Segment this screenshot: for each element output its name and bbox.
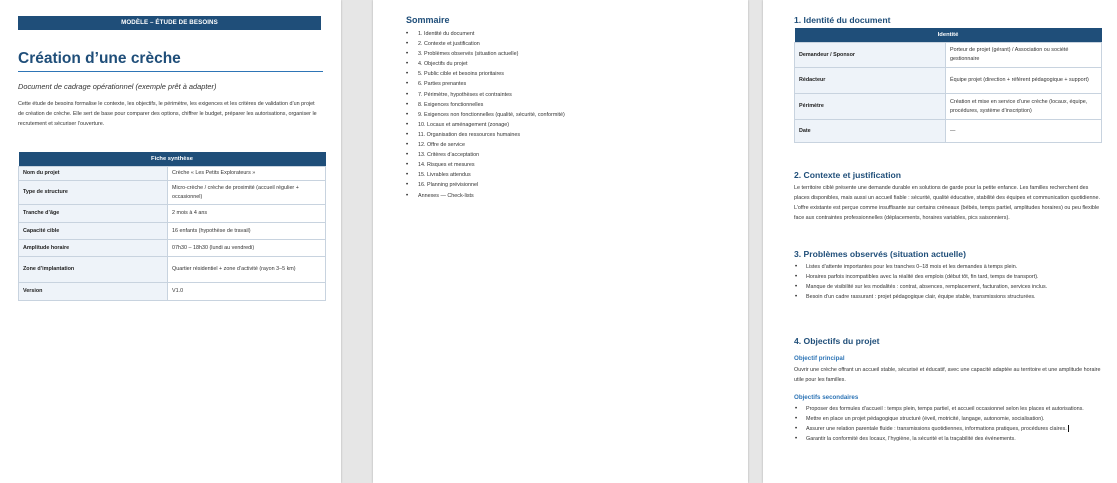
table-value[interactable]: 07h30 – 18h30 (lundi au vendredi)	[168, 240, 326, 257]
title-underline	[18, 71, 323, 72]
summary-table-header: Fiche synthèse	[19, 152, 326, 167]
table-row	[19, 240, 326, 257]
table-row	[19, 205, 326, 223]
table-key[interactable]: Version	[19, 283, 168, 301]
list-item[interactable]: • Besoin d’un cadre rassurant : projet pédagogique clair, équipe stable, transmissions structurées.	[794, 292, 1100, 302]
toc-item[interactable]: • 12. Offre de service	[406, 140, 565, 150]
toc-item[interactable]: • 6. Parties prenantes	[406, 79, 565, 89]
section-1-title[interactable]: 1. Identité du document	[794, 15, 891, 25]
table-row	[795, 94, 1102, 120]
table-row	[19, 181, 326, 205]
toc-item[interactable]: • 4. Objectifs du projet	[406, 59, 565, 69]
table-row	[19, 283, 326, 301]
table-key[interactable]: Date	[795, 120, 946, 143]
toc-item[interactable]: • 11. Organisation des ressources humaines	[406, 130, 565, 140]
identity-table	[794, 28, 1102, 143]
list-item[interactable]: • Proposer des formules d’accueil : temps plein, temps partiel, et accueil occasionnel selon les places et autorisations.	[794, 404, 1100, 414]
document-page-3	[763, 0, 1117, 483]
list-item[interactable]	[794, 424, 1100, 434]
document-title[interactable]: Création d’une crèche	[18, 50, 181, 67]
section-3-list	[794, 262, 1100, 302]
table-value[interactable]: V1.0	[168, 283, 326, 301]
table-key[interactable]: Amplitude horaire	[19, 240, 168, 257]
table-key[interactable]: Zone d’implantation	[19, 257, 168, 283]
table-key[interactable]: Nom du projet	[19, 167, 168, 181]
summary-table	[18, 152, 326, 301]
table-row	[795, 120, 1102, 143]
toc-item[interactable]: • 1. Identité du document	[406, 29, 565, 39]
table-value[interactable]: 2 mois à 4 ans	[168, 205, 326, 223]
document-page-2	[373, 0, 748, 483]
list-item-text[interactable]: Mettre en place un projet pédagogique structuré (éveil, motricité, langage, autonomie, socialisation).	[806, 416, 1045, 423]
table-value[interactable]: Crèche « Les Petits Explorateurs »	[168, 167, 326, 181]
toc-item[interactable]: • 16. Planning prévisionnel	[406, 180, 565, 190]
objective-main-title[interactable]: Objectif principal	[794, 355, 845, 362]
list-item[interactable]: • Manque de visibilité sur les modalités : contrat, absences, remplacement, facturation, services inclus.	[794, 282, 1100, 292]
table-row	[19, 257, 326, 283]
section-3-title[interactable]: 3. Problèmes observés (situation actuelle)	[794, 249, 966, 259]
table-row	[795, 43, 1102, 68]
table-value[interactable]: Micro-crèche / crèche de proximité (accueil régulier + occasionnel)	[168, 181, 326, 205]
table-of-contents	[406, 29, 565, 201]
list-item[interactable]	[794, 414, 1100, 424]
list-item[interactable]: • Horaires parfois incompatibles avec la réalité des emplois (début tôt, fin tard, temps de transport).	[794, 272, 1100, 282]
list-item[interactable]: • Garantir la conformité des locaux, l’hygiène, la sécurité et la traçabilité des événements.	[794, 434, 1100, 444]
section-2-paragraph[interactable]: Le territoire ciblé présente une demande durable en solutions de garde pour la petite enfance. Les familles recherchent des places disponibles, mais aussi un accueil fiable : sécurité, qualité éducative, stabilité des équipes et communication quotidienne. L’offre existante est perçue comme insuffisante sur certains créneaux (bébés, temps partiel, amplitudes horaires) ou peu flexible face aux contraintes professionnelles (déplacements, horaires variables, pics saisonniers).	[794, 185, 1100, 222]
section-4-title[interactable]: 4. Objectifs du projet	[794, 336, 880, 346]
toc-item[interactable]: • Annexes — Check-lists	[406, 191, 565, 201]
table-value[interactable]: Quartier résidentiel + zone d’activité (rayon 3–5 km)	[168, 257, 326, 283]
template-banner: MODÈLE – ÉTUDE DE BESOINS	[18, 16, 321, 30]
table-row	[19, 167, 326, 181]
toc-item[interactable]: • 13. Critères d’acceptation	[406, 150, 565, 160]
section-2-title[interactable]: 2. Contexte et justification	[794, 170, 901, 180]
text-cursor	[1068, 425, 1069, 432]
toc-item[interactable]: • 3. Problèmes observés (situation actuelle)	[406, 49, 565, 59]
objective-secondary-title[interactable]: Objectifs secondaires	[794, 394, 859, 401]
toc-item[interactable]: • 14. Risques et mesures	[406, 160, 565, 170]
table-value[interactable]: Porteur de projet (gérant) / Association ou société gestionnaire	[946, 43, 1102, 68]
identity-table-header: Identité	[795, 28, 1102, 43]
toc-item[interactable]: • 2. Contexte et justification	[406, 39, 565, 49]
table-row	[19, 223, 326, 240]
toc-item[interactable]: • 5. Public cible et besoins prioritaires	[406, 69, 565, 79]
toc-item[interactable]: • 9. Exigences non fonctionnelles (qualité, sécurité, conformité)	[406, 110, 565, 120]
table-value[interactable]: 16 enfants (hypothèse de travail)	[168, 223, 326, 240]
table-value[interactable]: —	[946, 120, 1102, 143]
toc-item[interactable]: • 8. Exigences fonctionnelles	[406, 100, 565, 110]
objective-main-paragraph[interactable]: Ouvrir une crèche offrant un accueil stable, sécurisé et éducatif, avec une capacité adaptée au territoire et une amplitude horaire utile pour les familles.	[794, 367, 1101, 384]
document-page-1	[0, 0, 341, 483]
toc-item[interactable]: • 7. Périmètre, hypothèses et contraintes	[406, 90, 565, 100]
table-key[interactable]: Demandeur / Sponsor	[795, 43, 946, 68]
list-item[interactable]: • Listes d’attente importantes pour les tranches 0–18 mois et les demandes à temps plein.	[794, 262, 1100, 272]
table-key[interactable]: Type de structure	[19, 181, 168, 205]
document-subtitle[interactable]: Document de cadrage opérationnel (exemple prêt à adapter)	[18, 82, 217, 91]
table-key[interactable]: Rédacteur	[795, 68, 946, 94]
toc-item[interactable]: • 10. Locaux et aménagement (zonage)	[406, 120, 565, 130]
table-key[interactable]: Périmètre	[795, 94, 946, 120]
table-key[interactable]: Tranche d’âge	[19, 205, 168, 223]
table-value[interactable]: Équipe projet (direction + référent pédagogique + support)	[946, 68, 1102, 94]
table-key[interactable]: Capacité cible	[19, 223, 168, 240]
toc-title[interactable]: Sommaire	[406, 15, 450, 25]
toc-item[interactable]: • 15. Livrables attendus	[406, 170, 565, 180]
objective-secondary-list	[794, 404, 1100, 444]
intro-paragraph[interactable]: Cette étude de besoins formalise le contexte, les objectifs, le périmètre, les exigences et les critères de validation d’un projet de création de crèche. Elle sert de base pour comparer des options, chiffrer le budget, préparer les autorisations, organiser le recrutement et sécuriser l’ouverture.	[18, 101, 317, 128]
table-row	[795, 68, 1102, 94]
list-item-text[interactable]: Assurer une relation parentale fluide : transmissions quotidiennes, informations pratiques, procédures claires.	[806, 426, 1067, 433]
table-value[interactable]: Création et mise en service d’une crèche (locaux, équipe, procédures, système d’inscription)	[946, 94, 1102, 120]
